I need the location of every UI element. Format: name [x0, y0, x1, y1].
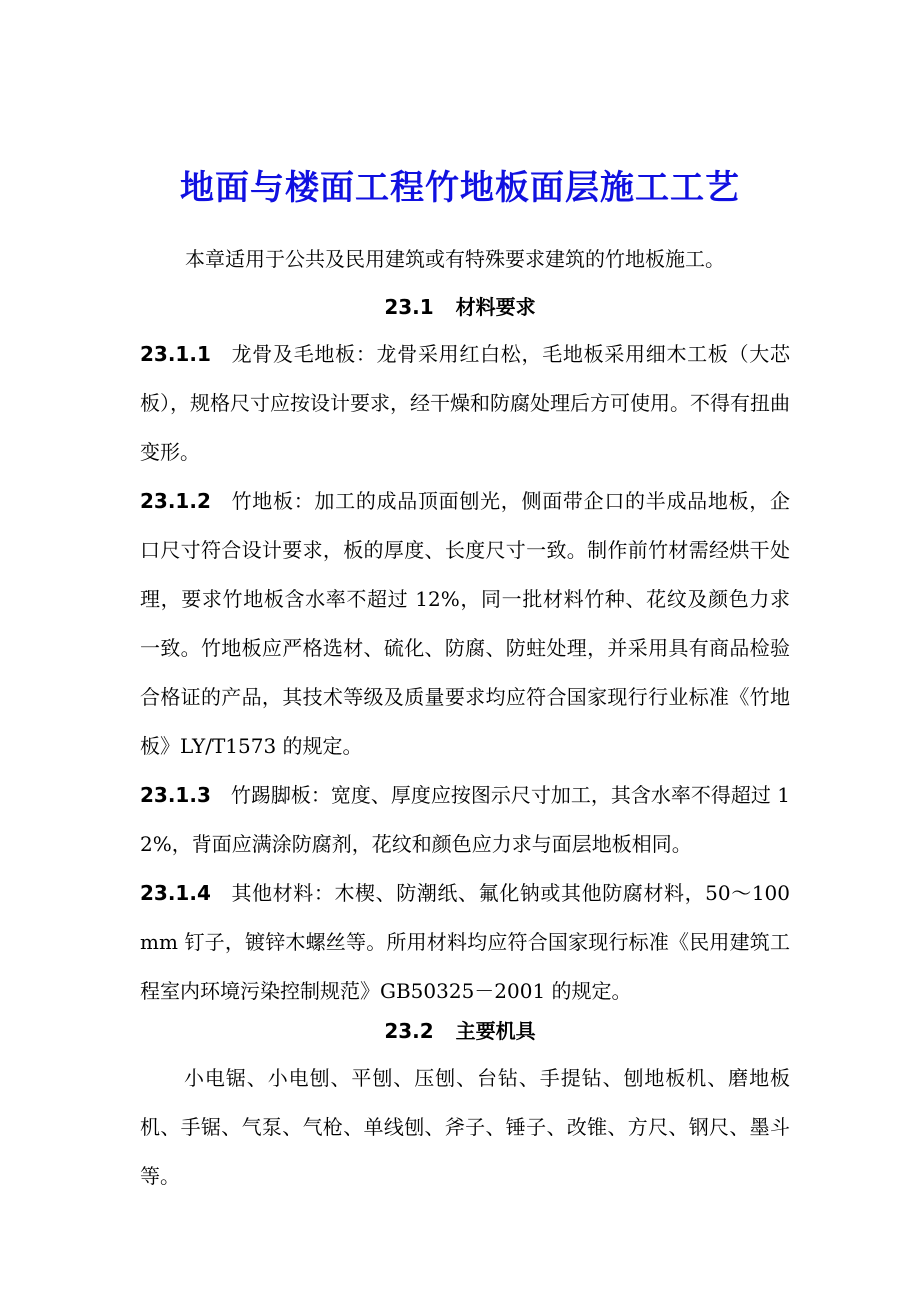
- section-number: 23.2: [384, 1019, 434, 1043]
- clause-text: 龙骨及毛地板：龙骨采用红白松，毛地板采用细木工板（大芯板），规格尺寸应按设计要求，经干燥和防腐处理后方可使用。不得有扭曲变形。: [140, 342, 790, 464]
- clause-text: 竹踢脚板：宽度、厚度应按图示尺寸加工，其含水率不得超过 12%，背面应满涂防腐剂，花纹和颜色应力求与面层地板相同。: [140, 783, 790, 856]
- clause-paragraph: [140, 477, 790, 771]
- clause-paragraph: [140, 330, 790, 477]
- section-heading-2: [0, 1015, 920, 1044]
- clause-paragraph: [140, 771, 790, 869]
- intro-paragraph: 本章适用于公共及民用建筑或有特殊要求建筑的竹地板施工。: [185, 247, 725, 271]
- tools-paragraph: 小电锯、小电刨、平刨、压刨、台钻、手提钻、刨地板机、磨地板机、手锯、气泵、气枪、单线刨、斧子、锤子、改锥、方尺、钢尺、墨斗等。: [140, 1066, 790, 1188]
- section-title: 材料要求: [455, 295, 536, 319]
- section-number: 23.1: [384, 295, 434, 319]
- section-heading-1: [0, 291, 920, 320]
- clause-text: 竹地板：加工的成品顶面刨光，侧面带企口的半成品地板，企口尺寸符合设计要求，板的厚度、长度尺寸一致。制作前竹材需经烘干处理，要求竹地板含水率不超过 12%，同一批材料竹种、花纹及颜色力求一致。竹地板应严格选材、硫化、防腐、防蛀处理，并采用具有商品检验合格证的产品，其技术等级及质量要求均应符合国家现行行业标准《竹地板》LY/T1573 的规定。: [140, 489, 790, 758]
- document-title: 地面与楼面工程竹地板面层施工工艺: [180, 168, 740, 208]
- clause-number: 23.1.1: [140, 342, 211, 366]
- clause-text: 其他材料：木楔、防潮纸、氟化钠或其他防腐材料，50～100mm 钉子，镀锌木螺丝等。所用材料均应符合国家现行标准《民用建筑工程室内环境污染控制规范》GB50325－2001 的规定。: [140, 881, 790, 1003]
- clause-number: 23.1.4: [140, 881, 211, 905]
- clause-paragraph: [140, 869, 790, 1016]
- clause-number: 23.1.3: [140, 783, 211, 807]
- clause-number: 23.1.2: [140, 489, 211, 513]
- section-title: 主要机具: [455, 1019, 536, 1043]
